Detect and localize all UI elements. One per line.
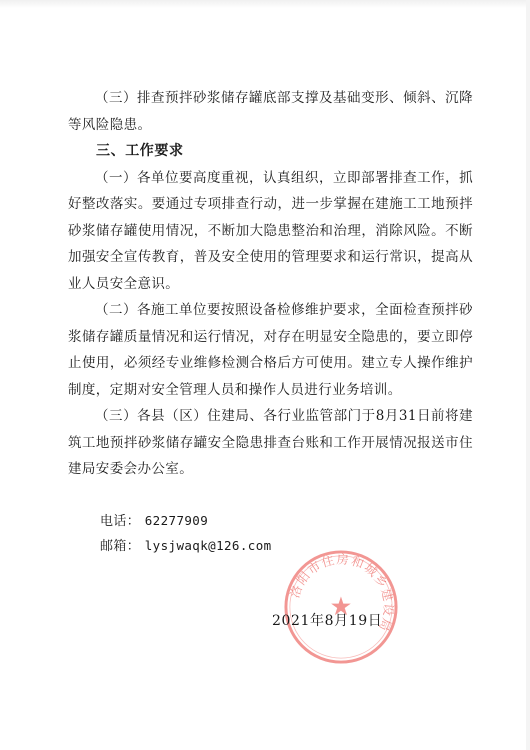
section-heading: 三、工作要求 xyxy=(96,143,184,159)
paragraph-requirement-2: （二）各施工单位要按照设备检修维护要求，全面检查预拌砂浆储存罐质量情况和运行情况，对存在明显安全隐患的，要立即停止使用，必须经专业维修检测合格后方可使用。建立专人操作维护制度，定期对安全管理人员和操作人员进行业务培训。 xyxy=(68,302,473,398)
paragraph-requirement-1: （一）各单位要高度重视，认真组织，立即部署排查工作，抓好整改落实。要通过专项排查行动，进一步掌握在建施工工地预拌砂浆储存罐使用情况，不断加大隐患整治和治理，消除风险。不断加强安全宣传教育，普及安全使用的管理要求和运行常识，提高从业人员安全意识。 xyxy=(68,169,473,292)
page-top-edge xyxy=(0,0,530,8)
email-address: lysjwaqk@126.com xyxy=(144,537,272,553)
email-label: 邮箱： xyxy=(100,538,141,554)
document-body xyxy=(68,85,473,559)
paragraph-requirement-3: （三）各县（区）住建局、各行业监管部门于8月31日前将建筑工地预拌砂浆储存罐安全隐患排查台账和工作开展情况报送市住建局安委会办公室。 xyxy=(68,408,473,477)
contact-email xyxy=(68,534,473,559)
phone-label: 电话： xyxy=(100,513,141,529)
paragraph-check-item-3: （三）排查预拌砂浆储存罐底部支撑及基础变形、倾斜、沉降等风险隐患。 xyxy=(68,90,473,133)
official-seal-stamp xyxy=(282,548,400,666)
seal-star-icon: ★ xyxy=(329,591,353,622)
spacer xyxy=(68,483,473,509)
document-date: 2021年8月19日 xyxy=(272,613,383,629)
page-right-edge xyxy=(526,0,530,750)
phone-number: 62277909 xyxy=(144,512,209,528)
contact-phone xyxy=(68,509,473,534)
seal-arc-text: 洛阳市住房和城乡建设局 xyxy=(287,552,396,635)
